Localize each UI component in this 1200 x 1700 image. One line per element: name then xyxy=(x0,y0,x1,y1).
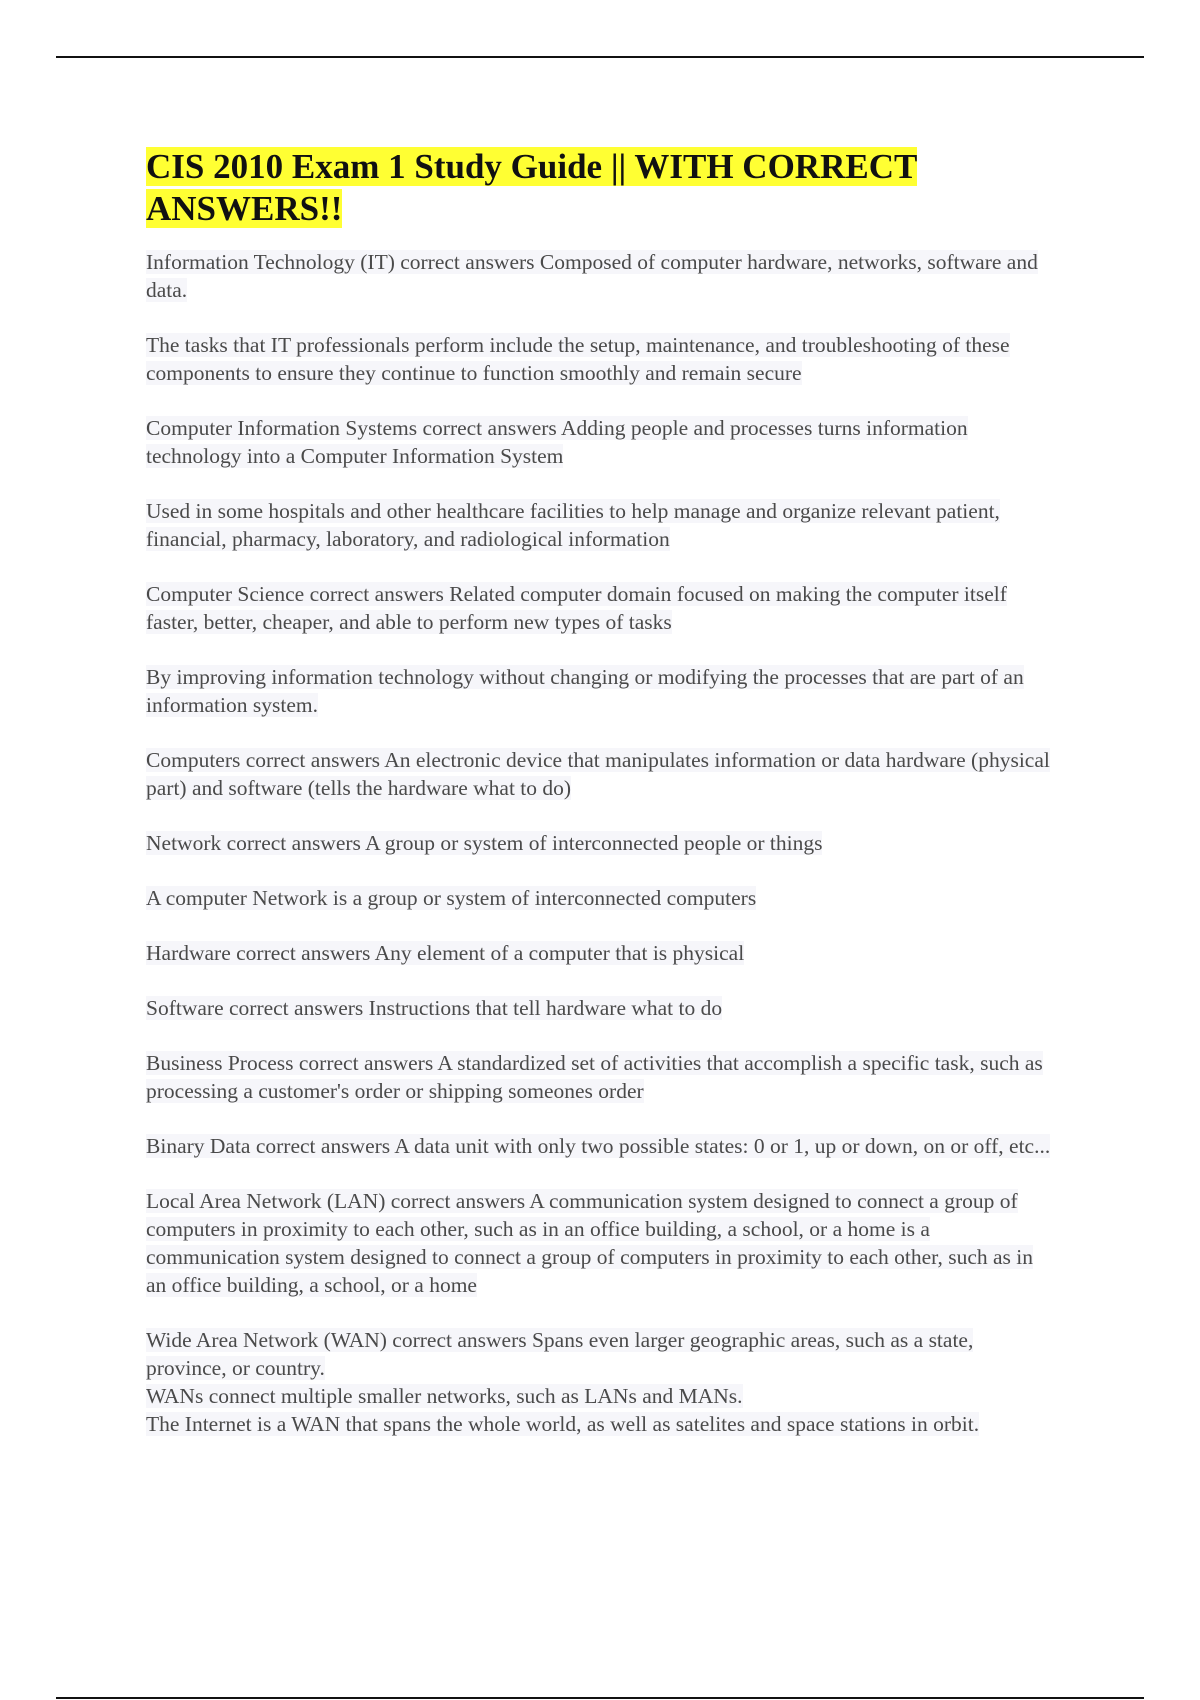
entry-text: Business Process correct answers A standardized set of activities that accomplish a specific task, such as processing a customer's order or shipping someones order xyxy=(146,1051,1043,1103)
entry-text: Computers correct answers An electronic device that manipulates information or data hardware (physical part) and software (tells the hardware what to do) xyxy=(146,748,1050,800)
entry-line xyxy=(146,1382,1056,1410)
entry-text: WANs connect multiple smaller networks, such as LANs and MANs. xyxy=(146,1384,743,1408)
entry-line xyxy=(146,1132,1056,1160)
entry-text: A computer Network is a group or system of interconnected computers xyxy=(146,886,757,910)
entry-line xyxy=(146,746,1056,802)
flashcard-entry xyxy=(146,248,1056,304)
entry-line xyxy=(146,939,1056,967)
entry-text: The tasks that IT professionals perform include the setup, maintenance, and troubleshooting of these components to ensure they continue to function smoothly and remain secure xyxy=(146,333,1010,385)
entry-text: Wide Area Network (WAN) correct answers Spans even larger geographic areas, such as a state, province, or country. xyxy=(146,1328,974,1380)
entry-text: Local Area Network (LAN) correct answers A communication system designed to connect a group of computers in proximity to each other, such as in an office building, a school, or a home is a communication system designed to connect a group of computers in proximity to each other, such as in an office building, a school, or a home xyxy=(146,1189,1034,1297)
flashcard-entry xyxy=(146,994,1056,1022)
flashcard-list xyxy=(146,248,1056,1438)
flashcard-entry xyxy=(146,746,1056,802)
entry-text: The Internet is a WAN that spans the whole world, as well as satelites and space stations in orbit. xyxy=(146,1412,980,1436)
entry-line xyxy=(146,1049,1056,1105)
entry-line xyxy=(146,1326,1056,1382)
flashcard-entry xyxy=(146,497,1056,553)
entry-line xyxy=(146,884,1056,912)
entry-text: Hardware correct answers Any element of a computer that is physical xyxy=(146,941,745,965)
flashcard-entry xyxy=(146,939,1056,967)
flashcard-entry xyxy=(146,331,1056,387)
flashcard-entry xyxy=(146,1326,1056,1438)
flashcard-entry xyxy=(146,663,1056,719)
header-rule xyxy=(56,56,1144,58)
entry-text: Information Technology (IT) correct answers Composed of computer hardware, networks, software and data. xyxy=(146,250,1038,302)
entry-line xyxy=(146,1410,1056,1438)
entry-text: Network correct answers A group or system of interconnected people or things xyxy=(146,831,823,855)
entry-line xyxy=(146,248,1056,304)
flashcard-entry xyxy=(146,1187,1056,1299)
entry-text: Binary Data correct answers A data unit with only two possible states: 0 or 1, up or down, on or off, etc... xyxy=(146,1134,1051,1158)
entry-line xyxy=(146,331,1056,387)
document-body xyxy=(146,146,1056,1465)
flashcard-entry xyxy=(146,884,1056,912)
flashcard-entry xyxy=(146,829,1056,857)
flashcard-entry xyxy=(146,1132,1056,1160)
entry-text: By improving information technology without changing or modifying the processes that are part of an information system. xyxy=(146,665,1024,717)
entry-text: Computer Science correct answers Related computer domain focused on making the computer itself faster, better, cheaper, and able to perform new types of tasks xyxy=(146,582,1007,634)
entry-text: Used in some hospitals and other healthcare facilities to help manage and organize relevant patient, financial, pharmacy, laboratory, and radiological information xyxy=(146,499,1000,551)
flashcard-entry xyxy=(146,580,1056,636)
document-title-text: CIS 2010 Exam 1 Study Guide || WITH CORRECT ANSWERS!! xyxy=(146,147,918,228)
document-title xyxy=(146,146,1056,230)
entry-line xyxy=(146,1187,1056,1299)
entry-line xyxy=(146,994,1056,1022)
flashcard-entry xyxy=(146,1049,1056,1105)
entry-text: Software correct answers Instructions that tell hardware what to do xyxy=(146,996,723,1020)
entry-line xyxy=(146,663,1056,719)
entry-line xyxy=(146,414,1056,470)
footer-rule xyxy=(56,1697,1144,1699)
entry-line xyxy=(146,829,1056,857)
entry-line xyxy=(146,497,1056,553)
flashcard-entry xyxy=(146,414,1056,470)
entry-line xyxy=(146,580,1056,636)
entry-text: Computer Information Systems correct answers Adding people and processes turns information technology into a Computer Information System xyxy=(146,416,968,468)
